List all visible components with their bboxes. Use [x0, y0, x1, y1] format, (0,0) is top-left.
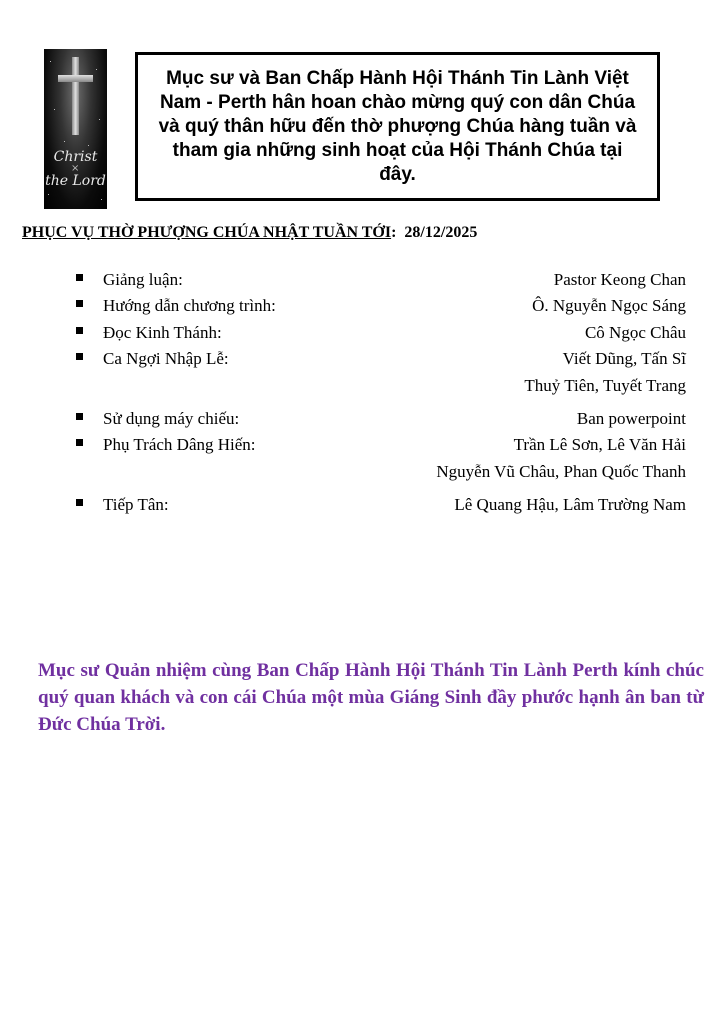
roster-names: Viết Dũng, Tấn Sĩ: [562, 349, 686, 369]
roster-names: Nguyễn Vũ Châu, Phan Quốc Thanh: [436, 461, 686, 481]
roster-row: [76, 349, 686, 375]
service-date: 28/12/2025: [404, 224, 478, 241]
roster-role: Tiếp Tân:: [103, 495, 169, 515]
roster-row: [76, 296, 686, 322]
roster-names: Trần Lê Sơn, Lê Văn Hải: [513, 435, 686, 455]
roster-names: Ban powerpoint: [576, 409, 686, 429]
logo-text-christ: Christ: [53, 149, 98, 165]
bullet-icon: [76, 353, 83, 360]
logo-text-the-lord: the Lord: [45, 173, 106, 189]
roster-role: Đọc Kinh Thánh:: [103, 322, 222, 342]
roster-names: Pastor Keong Chan: [553, 270, 686, 289]
roster-row: [76, 409, 686, 435]
roster-row: [76, 495, 686, 521]
bullet-icon: [76, 300, 83, 307]
roster-names: Cô Ngọc Châu: [584, 322, 686, 342]
bullet-icon: [76, 499, 83, 506]
welcome-box: [135, 52, 660, 201]
roster-names: Ô. Nguyễn Ngọc Sáng: [532, 296, 686, 316]
service-heading: PHỤC VỤ THỜ PHƯỢNG CHÚA NHẬT TUẦN TỚI: 28/12/2025: [22, 224, 478, 241]
christ-the-lord-logo: Christ × the Lord: [44, 49, 107, 209]
welcome-message: Mục sư và Ban Chấp Hành Hội Thánh Tin Lành Việt Nam - Perth hân hoan chào mừng quý con dân Chúa và quý thân hữu đến thờ phượng Chúa hàng tuần và tham gia những sinh hoạt của Hội Thánh Chúa tại đây.: [158, 67, 637, 185]
roster-row-continuation: [76, 376, 686, 405]
roster-role: Phụ Trách Dâng Hiến:: [103, 435, 256, 455]
roster-role: Ca Ngợi Nhập Lễ:: [103, 349, 229, 369]
bullet-icon: [76, 413, 83, 420]
christmas-blessing: Mục sư Quản nhiệm cùng Ban Chấp Hành Hội Thánh Tin Lành Perth kính chúc quý quan khách và con cái Chúa một mùa Giáng Sinh đầy phước hạnh ân ban từ Đức Chúa Trời.: [38, 660, 704, 735]
roster-names: Lê Quang Hậu, Lâm Trường Nam: [454, 495, 686, 515]
roster-role: Giảng luận:: [103, 270, 183, 289]
roster-row: [76, 270, 686, 296]
service-heading-title: PHỤC VỤ THỜ PHƯỢNG CHÚA NHẬT TUẦN TỚI: [22, 224, 392, 241]
bullet-icon: [76, 274, 83, 281]
bullet-icon: [76, 439, 83, 446]
roster-names: Thuỷ Tiên, Tuyết Trang: [524, 375, 686, 395]
bullet-icon: [76, 327, 83, 334]
cross-icon: [72, 57, 79, 135]
roster-row-continuation: [76, 462, 686, 491]
roster-role: Sử dụng máy chiếu:: [103, 409, 240, 429]
service-roster: [76, 270, 686, 522]
roster-role: Hướng dẫn chương trình:: [103, 296, 276, 316]
roster-row: [76, 435, 686, 461]
roster-row: [76, 323, 686, 349]
